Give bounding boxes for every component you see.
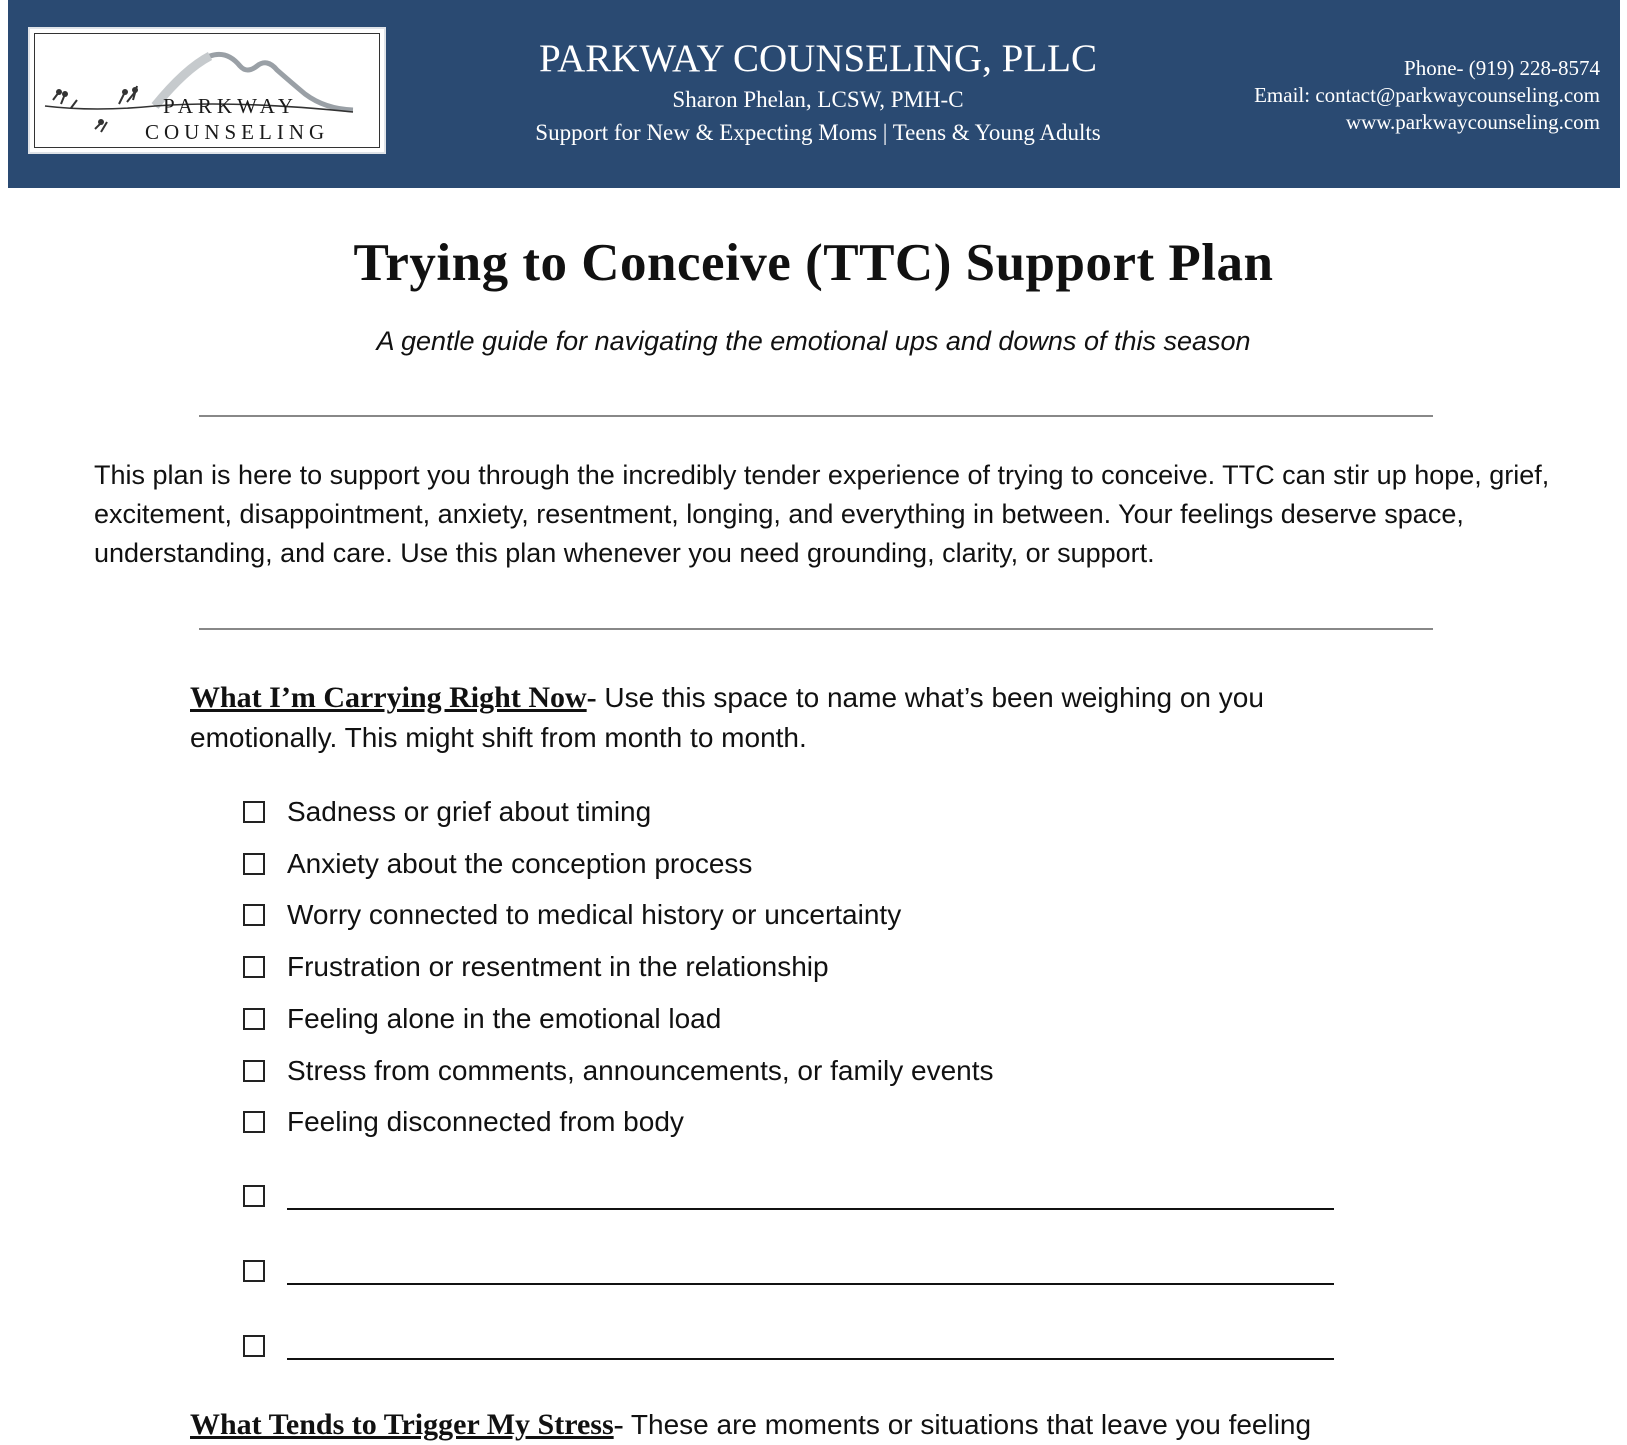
checklist-item[interactable] (243, 1104, 684, 1140)
checkbox[interactable] (243, 956, 265, 978)
checklist-label: Feeling alone in the emotional load (287, 1003, 722, 1034)
write-in-line[interactable] (287, 1283, 1334, 1285)
section-description: These are moments or situations that leave you feeling (623, 1409, 1312, 1440)
checklist-label: Stress from comments, announcements, or family events (287, 1055, 994, 1086)
checkbox[interactable] (243, 1111, 265, 1133)
blank-checklist-item[interactable] (243, 1178, 1334, 1214)
phone: Phone- (919) 228-8574 (1404, 56, 1600, 80)
checklist-item[interactable] (243, 794, 651, 830)
section-heading: What I’m Carrying Right Now (190, 681, 587, 714)
clinician-name: Sharon Phelan, LCSW, PMH-C (672, 87, 964, 112)
checklist-label: Sadness or grief about timing (287, 796, 652, 827)
practice-logo (28, 27, 386, 154)
checklist-label: Worry connected to medical history or uncertainty (287, 899, 902, 930)
page-title: Trying to Conceive (TTC) Support Plan (353, 234, 1274, 292)
checklist-item[interactable] (243, 897, 901, 933)
checklist-label: Feeling disconnected from body (287, 1106, 684, 1137)
website-link[interactable]: www.parkwaycounseling.com (1345, 110, 1600, 134)
checklist-item[interactable] (243, 846, 752, 882)
checkbox[interactable] (243, 1185, 265, 1207)
checkbox[interactable] (243, 1008, 265, 1030)
section-triggers (190, 1405, 1440, 1445)
checkbox[interactable] (243, 801, 265, 823)
write-in-line[interactable] (287, 1208, 1334, 1210)
section-heading: What Tends to Trigger My Stress (190, 1408, 614, 1441)
checklist-label: Anxiety about the conception process (287, 848, 753, 879)
checkbox[interactable] (243, 1060, 265, 1082)
checklist-label: Frustration or resentment in the relationship (287, 951, 829, 982)
org-name: PARKWAY COUNSELING, PLLC (539, 37, 1097, 80)
checklist-item[interactable] (243, 1053, 994, 1089)
section-heading-dash: - (613, 1408, 624, 1441)
checkbox[interactable] (243, 1260, 265, 1282)
checkbox[interactable] (243, 853, 265, 875)
page-subtitle: A gentle guide for navigating the emotional ups and downs of this season (376, 326, 1251, 356)
divider (199, 415, 1433, 417)
section-description: Use this space to name what’s been weighing on you emotionally. This might shift from month to month. (190, 682, 1264, 753)
checklist-item[interactable] (243, 949, 829, 985)
logo-text-counseling: COUNSELING (145, 120, 330, 144)
checkbox[interactable] (243, 1335, 265, 1357)
section-carrying (190, 678, 1390, 758)
section-heading-dash: - (586, 681, 597, 714)
divider (199, 628, 1433, 630)
logo-text-parkway: PARKWAY (163, 94, 298, 118)
email: Email: contact@parkwaycounseling.com (1254, 83, 1600, 107)
checklist-item[interactable] (243, 1001, 721, 1037)
specialties: Support for New & Expecting Moms | Teens & Young Adults (535, 120, 1101, 145)
blank-checklist-item[interactable] (243, 1253, 1334, 1289)
checkbox[interactable] (243, 904, 265, 926)
write-in-line[interactable] (287, 1358, 1334, 1360)
blank-checklist-item[interactable] (243, 1328, 1334, 1364)
letterhead-banner (8, 0, 1620, 188)
intro-paragraph: This plan is here to support you through the incredibly tender experience of trying to conceive. TTC can stir up hope, grief, excitement, disappointment, anxiety, resentment, longing, and everything in between. Your feelings deserve space, understanding, and care. Use this plan whenever you need grounding, clarity, or support. (94, 460, 1550, 568)
